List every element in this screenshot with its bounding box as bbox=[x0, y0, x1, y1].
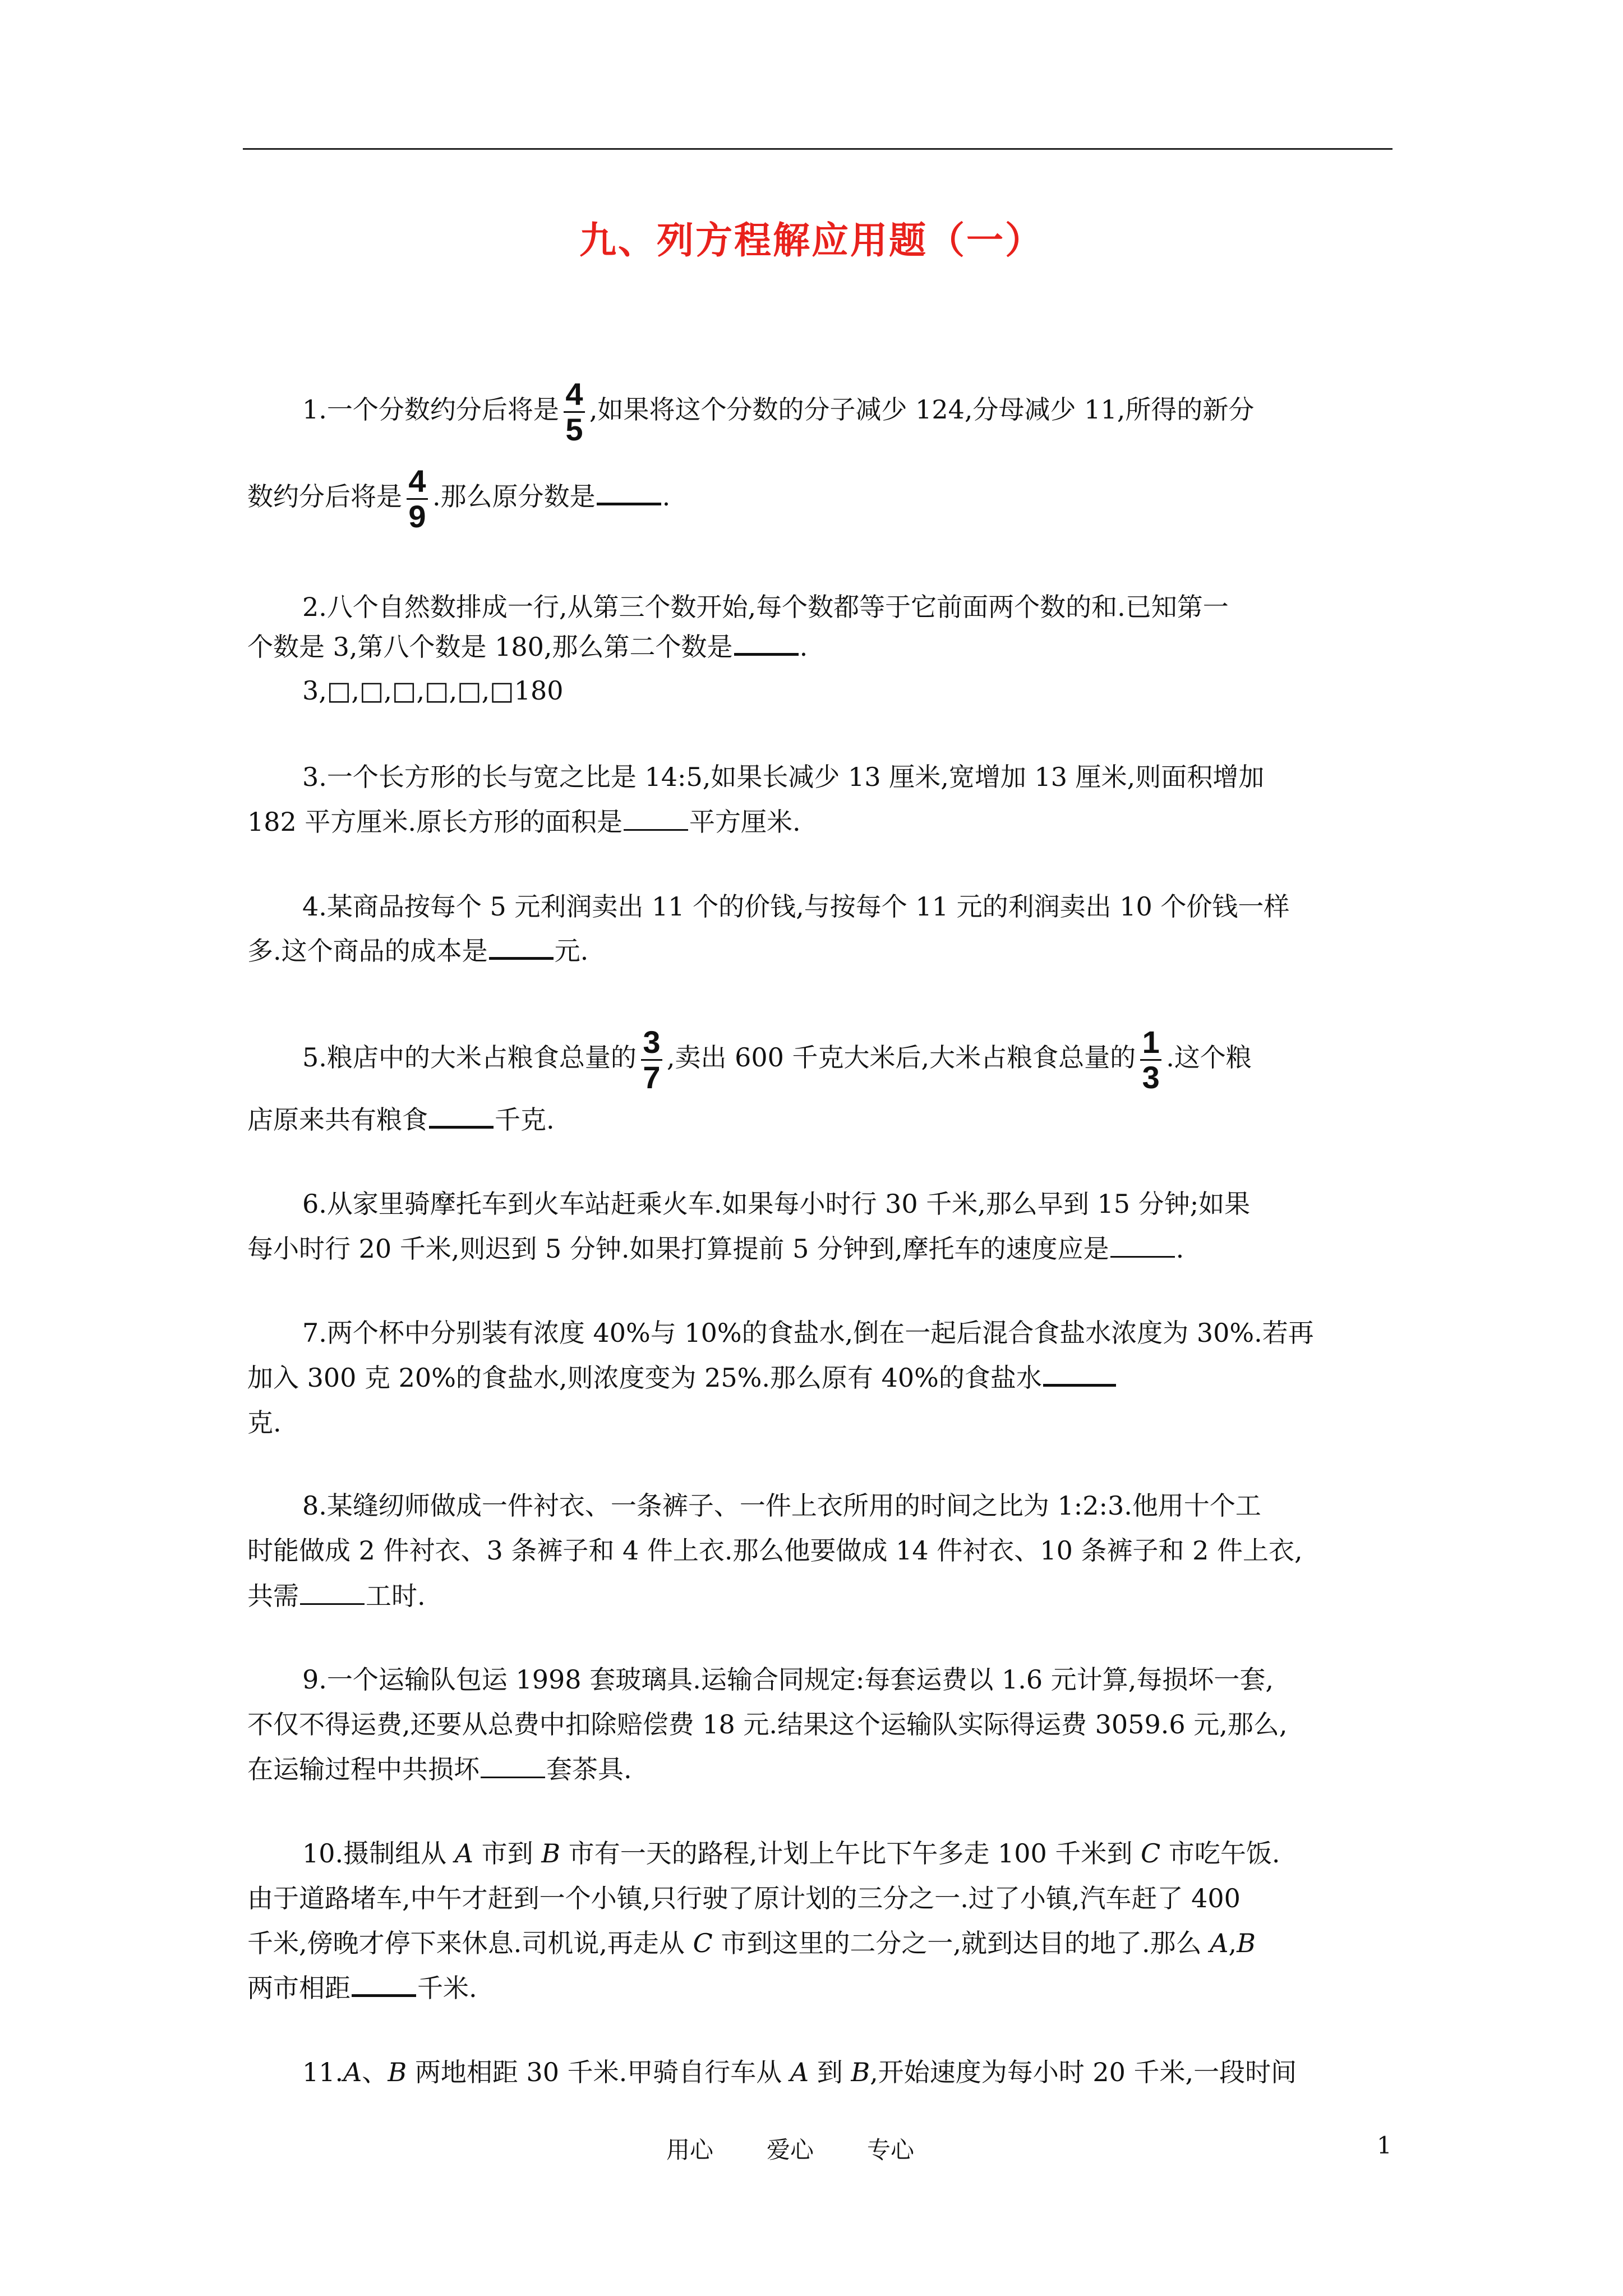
fraction-numerator: 4 bbox=[565, 376, 583, 412]
q10-text-e: 千米,傍晚才停下来休息.司机说,再走从 bbox=[247, 1928, 693, 1958]
footer-word-2: 爱心 bbox=[767, 2136, 814, 2164]
fraction-4-9 bbox=[407, 464, 428, 533]
q4-text-a: 多.这个商品的成本是 bbox=[247, 936, 488, 966]
q1-text-c: 数约分后将是 bbox=[247, 481, 402, 512]
question-2-line-1: 2.八个自然数排成一行,从第三个数开始,每个数都等于它前面两个数的和.已知第一 bbox=[302, 592, 1229, 622]
q3-text-b: 平方厘米. bbox=[689, 807, 801, 837]
var-B: B bbox=[388, 2057, 407, 2087]
var-B: B bbox=[1237, 1928, 1256, 1958]
q5-text-e: 千克. bbox=[495, 1105, 555, 1135]
question-6-line-1: 6.从家里骑摩托车到火车站赶乘火车.如果每小时行 30 千米,那么早到 15 分钟;如果 bbox=[302, 1189, 1251, 1219]
q6-text-a: 每小时行 20 千米,则迟到 5 分钟.如果打算提前 5 分钟到,摩托车的速度应是 bbox=[247, 1234, 1109, 1264]
q11-text-d: 到 bbox=[809, 2057, 851, 2087]
q11-text-a: 11. bbox=[302, 2057, 344, 2087]
answer-blank bbox=[624, 826, 688, 831]
answer-blank bbox=[352, 1991, 416, 1997]
question-3-line-2 bbox=[247, 795, 1394, 849]
answer-blank bbox=[481, 1773, 545, 1778]
question-9-line-2: 不仅不得运费,还要从总费中扣除赔偿费 18 元.结果这个运输队实际得运费 3059.6 元,那么, bbox=[247, 1709, 1288, 1740]
q8-text-a: 共需 bbox=[247, 1581, 299, 1611]
question-5-line-2 bbox=[247, 1093, 1394, 1147]
answer-blank bbox=[1043, 1381, 1116, 1387]
q1-text-e: . bbox=[662, 481, 671, 512]
var-A: A bbox=[454, 1838, 474, 1869]
q11-text-c: 两地相距 30 千米.甲骑自行车从 bbox=[407, 2057, 790, 2087]
var-A: A bbox=[343, 2057, 362, 2087]
question-6-line-2 bbox=[247, 1222, 1394, 1276]
q1-text-d: .那么原分数是 bbox=[432, 481, 596, 512]
q4-text-b: 元. bbox=[554, 936, 589, 966]
fraction-3-7 bbox=[641, 1025, 662, 1094]
q6-text-b: . bbox=[1175, 1234, 1184, 1264]
page-number: 1 bbox=[1377, 2132, 1392, 2159]
question-10-line-4 bbox=[247, 1961, 1394, 2015]
q1-text-b: ,如果将这个分数的分子减少 124,分母减少 11,所得的新分 bbox=[589, 394, 1255, 425]
q9-text-b: 套茶具. bbox=[546, 1754, 632, 1784]
question-4-line-2 bbox=[247, 924, 1394, 978]
q5-text-b: ,卖出 600 千克大米后,大米占粮食总量的 bbox=[666, 1042, 1136, 1073]
footer-word-3: 专心 bbox=[867, 2136, 915, 2164]
q11-text-e: ,开始速度为每小时 20 千米,一段时间 bbox=[870, 2057, 1297, 2087]
question-8-line-1: 8.某缝纫师做成一件衬衣、一条裤子、一件上衣所用的时间之比为 1:2:3.他用十个工 bbox=[302, 1490, 1261, 1521]
question-1-line-2 bbox=[247, 457, 1394, 536]
fraction-denominator: 5 bbox=[565, 411, 583, 447]
question-9-line-1: 9.一个运输队包运 1998 套玻璃具.运输合同规定:每套运费以 1.6 元计算,每损坏一套, bbox=[302, 1664, 1274, 1695]
answer-blank bbox=[489, 954, 554, 960]
fraction-denominator: 7 bbox=[643, 1059, 661, 1095]
q7-text-a: 加入 300 克 20%的食盐水,则浓度变为 25%.那么原有 40%的食盐水 bbox=[247, 1363, 1042, 1393]
q10-text-f: 市到这里的二分之一,就到达目的地了.那么 bbox=[712, 1928, 1210, 1958]
q8-text-b: 工时. bbox=[366, 1581, 426, 1611]
var-C: C bbox=[1141, 1838, 1161, 1869]
fraction-numerator: 3 bbox=[643, 1024, 661, 1060]
question-1-line-1 bbox=[247, 370, 1449, 449]
var-A: A bbox=[1210, 1928, 1229, 1958]
q9-text-a: 在运输过程中共损坏 bbox=[247, 1754, 479, 1784]
question-7-line-1: 7.两个杯中分别装有浓度 40%与 10%的食盐水,倒在一起后混合食盐水浓度为 30%.若再 bbox=[302, 1318, 1314, 1348]
answer-blank bbox=[1110, 1253, 1175, 1258]
q3-text-a: 182 平方厘米.原长方形的面积是 bbox=[247, 807, 623, 837]
fraction-4-5 bbox=[564, 378, 585, 447]
q10-text-a: 10.摄制组从 bbox=[302, 1838, 455, 1869]
fraction-numerator: 4 bbox=[408, 463, 426, 499]
q11-text-b: 、 bbox=[362, 2057, 388, 2087]
question-2-sequence: 3,□,□,□,□,□,□180 bbox=[302, 675, 564, 706]
question-7-line-3: 克. bbox=[247, 1407, 282, 1438]
question-8-line-2: 时能做成 2 件衬衣、3 条裤子和 4 件上衣.那么他要做成 14 件衬衣、10 条裤子和 2 件上衣, bbox=[247, 1535, 1303, 1566]
footer-word-1: 用心 bbox=[666, 2136, 714, 2164]
q10-text-h: 两市相距 bbox=[247, 1973, 351, 2003]
var-B: B bbox=[851, 2057, 870, 2087]
q1-text-a: 1.一个分数约分后将是 bbox=[302, 394, 559, 425]
q5-text-c: .这个粮 bbox=[1166, 1042, 1252, 1073]
answer-blank bbox=[597, 499, 661, 505]
q5-text-d: 店原来共有粮食 bbox=[247, 1105, 428, 1135]
answer-blank bbox=[429, 1122, 494, 1129]
q2-text-b: . bbox=[799, 632, 808, 662]
fraction-denominator: 9 bbox=[408, 498, 426, 534]
question-4-line-1: 4.某商品按每个 5 元利润卖出 11 个的价钱,与按每个 11 元的利润卖出 10 个价钱一样 bbox=[302, 891, 1290, 922]
question-8-line-3 bbox=[247, 1569, 1394, 1623]
fraction-1-3 bbox=[1140, 1025, 1161, 1094]
var-B: B bbox=[541, 1838, 561, 1869]
question-11-line-1 bbox=[247, 2045, 1449, 2099]
header-rule bbox=[243, 148, 1393, 150]
q10-text-i: 千米. bbox=[417, 1973, 477, 2003]
q10-text-b: 市到 bbox=[473, 1838, 542, 1869]
fraction-denominator: 3 bbox=[1142, 1059, 1160, 1095]
page-title: 九、列方程解应用题（一） bbox=[579, 218, 1044, 262]
q10-text-c: 市有一天的路程,计划上午比下午多走 100 千米到 bbox=[560, 1838, 1141, 1869]
question-9-line-3 bbox=[247, 1742, 1394, 1796]
var-C: C bbox=[693, 1928, 713, 1958]
q5-text-a: 5.粮店中的大米占粮食总量的 bbox=[302, 1042, 637, 1073]
q2-text-a: 个数是 3,第八个数是 180,那么第二个数是 bbox=[247, 632, 733, 662]
q10-text-d: 市吃午饭. bbox=[1160, 1838, 1280, 1869]
q10-text-g: , bbox=[1228, 1928, 1237, 1958]
var-A: A bbox=[790, 2057, 809, 2087]
answer-blank bbox=[734, 650, 799, 656]
question-3-line-1: 3.一个长方形的长与宽之比是 14:5,如果长减少 13 厘米,宽增加 13 厘米,则面积增加 bbox=[302, 762, 1265, 792]
question-10-line-2: 由于道路堵车,中午才赶到一个小镇,只行驶了原计划的三分之一.过了小镇,汽车赶了 400 bbox=[247, 1883, 1241, 1913]
question-5-line-1 bbox=[247, 1018, 1449, 1097]
fraction-numerator: 1 bbox=[1142, 1024, 1160, 1060]
answer-blank bbox=[300, 1600, 365, 1605]
